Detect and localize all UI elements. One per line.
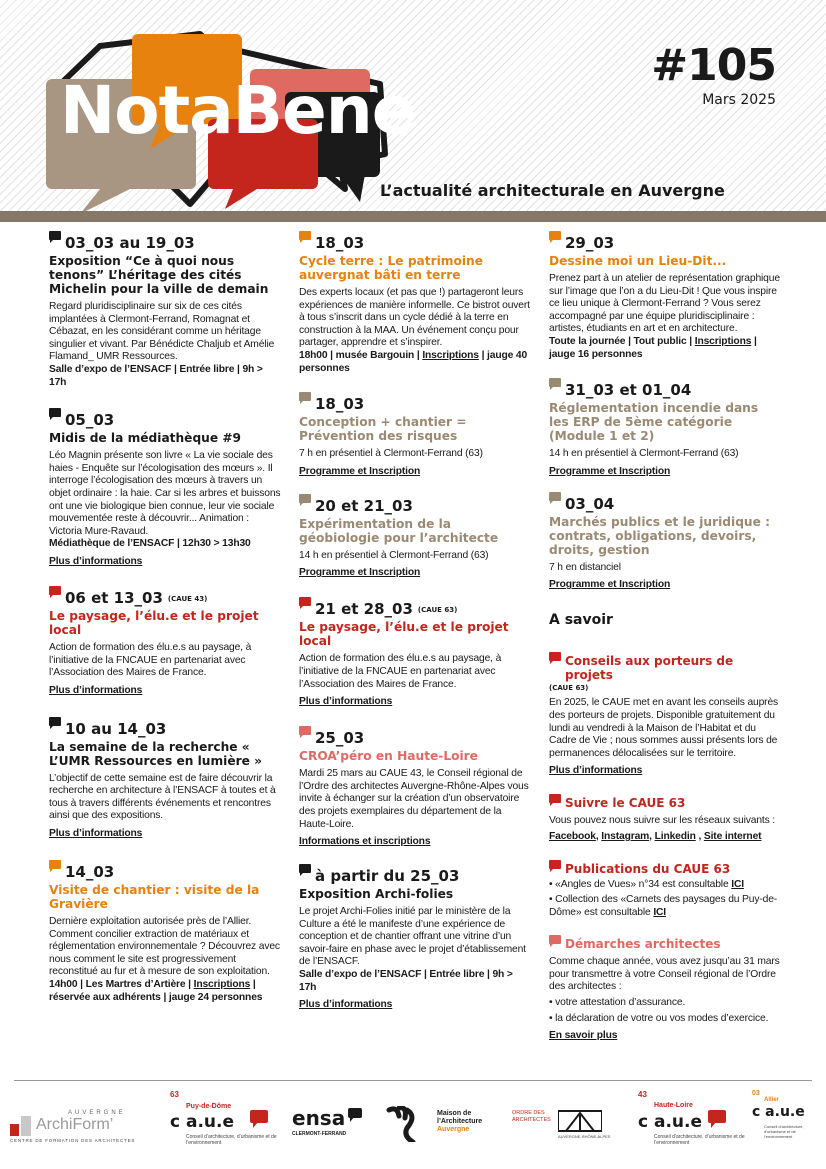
inscriptions-link[interactable]: Inscriptions <box>422 349 479 361</box>
section-title: Démarches architectes <box>565 937 721 952</box>
speech-bubble-icon <box>299 494 311 506</box>
event-visite-graviere <box>49 859 281 1004</box>
site-internet-link[interactable]: Site internet <box>703 830 762 842</box>
event-date: 06 et 13_03 <box>65 588 163 607</box>
speech-bubble-icon <box>299 726 311 738</box>
column-3 <box>549 230 781 1057</box>
header <box>0 0 826 222</box>
red-bubble-icon <box>250 1110 268 1128</box>
event-description: 7 h en présentiel à Clermont-Ferrand (63) <box>299 448 483 460</box>
speech-bubble-icon <box>549 378 561 390</box>
event-reglementation-incendie <box>549 377 781 479</box>
instagram-link[interactable]: Instagram <box>601 830 650 842</box>
event-description: Dernière exploitation autorisée près de l’Allier. Comment concilier extraction de matériaux et réglementation environnementale ? Découvrez avec nous comment le site est progressivement reconstitué au fur et à mesure de son exploitation. <box>49 916 280 978</box>
event-date: 03_04 <box>565 494 615 513</box>
tagline: L’actualité architecturale en Auvergne <box>380 181 725 200</box>
event-dessine-moi <box>549 230 781 361</box>
event-info: 18h00 | musée Bargouin | Inscriptions | jauge 40 personnes <box>299 349 528 374</box>
maison-architecture-mark-icon <box>385 1106 433 1142</box>
conseils-section <box>549 650 781 778</box>
speech-bubble-icon <box>49 231 61 243</box>
section-note: (CAUE 63) <box>549 684 589 693</box>
event-description: Mardi 25 mars au CAUE 43, le Conseil régional de l’Ordre des architectes Auvergne-Rhône-Alpes vous invite à échanger sur la création d’un observatoire des projets exemplaires du département de la Haute-Loire. <box>299 768 529 830</box>
programme-inscription-link[interactable]: Programme et Inscription <box>299 465 421 477</box>
ici-link[interactable]: ICI <box>653 906 667 918</box>
ordre-architectes-logo: ORDRE DES ARCHITECTES AUVERGNE-RHÔNE-ALPES <box>512 1110 611 1139</box>
event-title: Le paysage, l’élu.e et le projet local <box>299 620 509 649</box>
event-title: Réglementation incendie dans les ERP de 5ème catégorie (Module 1 et 2) <box>549 401 759 444</box>
event-description: 14 h en présentiel à Clermont-Ferrand (63) <box>299 549 489 561</box>
footer-rule <box>14 1080 812 1081</box>
event-info: Salle d’expo de l’ENSACF | Entrée libre | 9h > 17h <box>299 969 513 993</box>
event-semaine-recherche <box>49 716 281 841</box>
event-title: Exposition Archi-folies <box>299 887 454 902</box>
publication-item: • Collection des «Carnets des paysages du Puy-de-Dôme» est consultable ICI <box>549 894 778 918</box>
footer-logos <box>0 1090 826 1160</box>
speech-bubble-icon <box>299 597 311 609</box>
section-description: Vous pouvez nous suivre sur les réseaux suivants : <box>549 815 776 827</box>
speech-bubble-icon <box>49 408 61 420</box>
red-bubble-icon <box>708 1110 726 1128</box>
event-title: Conception + chantier = Prévention des risques <box>299 415 467 444</box>
column-1 <box>49 230 281 1016</box>
section-description: En 2025, le CAUE met en avant les conseils auprès des porteurs de projets. Disponible gratuitement du lundi au vendredi à la Maison de l’Habitat et du Cadre de Vie ; nous sommes aussi présents lors de permanences délocalisées sur le territoire. <box>549 697 779 759</box>
event-info: Toute la journée | Tout public | Inscriptions | jauge 16 personnes <box>549 335 757 360</box>
event-date: 21 et 28_03 <box>315 600 413 619</box>
event-geobiologie <box>299 493 531 581</box>
more-info-link[interactable]: Plus d’informations <box>299 696 393 708</box>
speech-bubble-icon <box>549 935 561 947</box>
event-title: Marchés publics et le juridique : contrats, obligations, devoirs, droits, gestion <box>549 514 770 557</box>
more-info-link[interactable]: Plus d’informations <box>49 555 143 567</box>
event-description: 7 h en distanciel <box>549 561 621 573</box>
event-description: Regard pluridisciplinaire sur six de ces cités implantées à Clermont-Ferrand, Romagnat et Cébazat, en les considérant comme un héritage singulier et vivant. Par Bénédicte Chaljub et Amélie Flamand_ UMR Ressources. <box>49 301 275 363</box>
event-description: Action de formation des élu.e.s au paysage, à l’initiative de la FNCAUE en partenariat avec l’Association des Maires de France. <box>49 641 252 679</box>
speech-bubble-icon <box>549 794 561 806</box>
informations-inscriptions-link[interactable]: Informations et inscriptions <box>299 836 431 848</box>
event-title: Midis de la médiathèque #9 <box>49 431 242 446</box>
facebook-link[interactable]: Facebook <box>549 830 596 842</box>
issue-number: #105 <box>651 40 776 91</box>
event-date-note: (CAUE 43) <box>167 594 208 603</box>
event-date-note: (CAUE 63) <box>417 606 458 615</box>
event-info: Médiathèque de l’ENSACF | 12h30 > 13h30 <box>49 538 251 550</box>
a-savoir-heading: A savoir <box>549 612 613 629</box>
event-date: 31_03 et 01_04 <box>565 381 692 400</box>
speech-bubble-icon <box>49 860 61 872</box>
event-title: CROA’péro en Haute-Loire <box>299 749 478 764</box>
maison-architecture-logo: Maison de l’Architecture Auvergne <box>385 1106 495 1146</box>
event-description: L’objectif de cette semaine est de faire découvrir la recherche en architecture à l’ENSACF à toutes et à tous à travers différents événements et rencontres ainsi que des expositions. <box>49 772 276 822</box>
event-description: Action de formation des élu.e.s au paysage, à l’initiative de la FNCAUE en partenariat avec l’Association des Maires de France. <box>299 653 502 690</box>
en-savoir-plus-link[interactable]: En savoir plus <box>549 1030 618 1042</box>
event-description: Des experts locaux (et pas que !) partageront leurs expériences de manière informelle. Ce bistrot ouvert à tous s’inscrit dans un cycle dédié à la terre en construction à la MAA. Un événement conçu pour partager, apprendre et s’inspirer. <box>299 287 530 349</box>
more-info-link[interactable]: Plus d’informations <box>549 765 643 777</box>
inscriptions-link[interactable]: Inscriptions <box>193 979 251 991</box>
event-title: Visite de chantier : visite de la Gravière <box>49 883 260 912</box>
event-date: 05_03 <box>65 411 115 430</box>
column-2 <box>299 230 531 1024</box>
event-date: 29_03 <box>565 234 615 252</box>
event-date: 10 au 14_03 <box>65 719 167 738</box>
programme-inscription-link[interactable]: Programme et Inscription <box>299 567 421 579</box>
speech-bubble-icon <box>299 231 311 243</box>
publication-item: • «Angles de Vues» n°34 est consultable ICI <box>549 878 744 890</box>
programme-inscription-link[interactable]: Programme et Inscription <box>549 579 671 591</box>
event-description: Prenez part à un atelier de représentation graphique sur l’image que l’on a du Lieu-Dit ! Que vous inspire ce lieu unique à Clermont-Ferrand ? Vous serez accompagné par une équipe pluridisciplinaire : artistes, étudiants en art et en architecture. <box>549 273 780 335</box>
speech-bubble-icon <box>549 231 561 243</box>
event-title: Dessine moi un Lieu-Dit... <box>549 254 727 268</box>
event-description: Léo Magnin présente son livre « La vie sociale des haies - Enquête sur l’écologisation des mœurs ». Il interroge l’écologisation des mœurs à travers un objet ordinaire : la haie. Car si les arbres et buissons ont une vie biologique bien connue, leur vie sociale mouvementée reste à découvrir... Animation : Victoria Mure-Ravaud. <box>49 450 281 537</box>
event-title: Expérimentation de la géobiologie pour l’architecte <box>299 516 499 545</box>
logo-wordmark: NotaBene <box>60 72 416 149</box>
event-paysage-elu-43 <box>49 585 281 698</box>
event-date: 20 et 21_03 <box>315 496 413 515</box>
event-description: Le projet Archi-Folies initié par le ministère de la Culture a été le manifeste d’une expérience de conception et de chantier offrant une vitrine d’un savoir-faire en phase avec le projet d’établissement de l’ENSACF. <box>299 906 526 968</box>
event-title: Le paysage, l’élu.e et le projet local <box>49 608 259 637</box>
more-info-link[interactable]: Plus d’informations <box>49 684 143 696</box>
event-prevention-risques <box>299 391 531 479</box>
event-midis-mediatheque <box>49 407 281 569</box>
more-info-link[interactable]: Plus d’informations <box>49 828 143 840</box>
speech-bubble-icon <box>549 652 561 664</box>
ordre-mark-icon <box>558 1110 602 1132</box>
speech-bubble-icon <box>549 492 561 504</box>
black-bubble-icon <box>348 1108 362 1122</box>
event-date: à partir du 25_03 <box>315 867 460 886</box>
event-title: Cycle terre : Le patrimoine auvergnat bâti en terre <box>299 254 483 282</box>
linkedin-link[interactable]: Linkedin <box>654 830 696 842</box>
programme-inscription-link[interactable]: Programme et Inscription <box>549 465 671 477</box>
event-date: 25_03 <box>315 729 365 748</box>
event-marches-publics <box>549 491 781 593</box>
section-description: Comme chaque année, vous avez jusqu’au 31 mars pour transmettre à votre Conseil régional de l’Ordre des architectes : <box>549 956 780 993</box>
event-cycle-terre <box>299 230 531 375</box>
demarches-section <box>549 933 781 1043</box>
bullet-item: • votre attestation d’assurance. <box>549 997 686 1009</box>
ici-link[interactable]: ICI <box>731 878 744 890</box>
header-rule <box>0 211 826 222</box>
ensa-logo: ensa CLERMONT-FERRAND <box>292 1106 372 1146</box>
event-archi-folies <box>299 863 531 1012</box>
event-date: 18_03 <box>315 234 365 252</box>
event-info: Salle d’expo de l’ENSACF | Entrée libre | 9h > 17h <box>49 363 263 388</box>
speech-bubble-icon <box>49 717 61 729</box>
suivre-section <box>549 792 781 843</box>
event-info: 14h00 | Les Martres d’Artière | Inscriptions | réservée aux adhérents | jauge 24 personnes <box>49 979 263 1003</box>
section-title: Conseils aux porteurs de projets <box>565 654 734 683</box>
event-paysage-elu-63 <box>299 596 531 709</box>
archiform-icon <box>10 1116 32 1136</box>
archiform-logo: AUVERGNE ArchiForm’ CENTRE DE FORMATION DES ARCHITECTES <box>10 1110 136 1143</box>
section-title: Publications du CAUE 63 <box>565 861 731 876</box>
event-date: 14_03 <box>65 863 115 882</box>
inscriptions-link[interactable]: Inscriptions <box>694 335 752 347</box>
speech-bubble-icon <box>549 860 561 872</box>
speech-bubble-icon <box>299 864 311 876</box>
speech-bubble-icon <box>49 586 61 598</box>
event-date: 18_03 <box>315 395 365 414</box>
event-date: 03_03 au 19_03 <box>65 234 195 252</box>
caue-63-logo: 63 Puy-de-Dôme c a.u.e Conseil d’architecture, d’urbanisme et de l’environnement <box>170 1090 277 1146</box>
caue-03-logo: 03 Allier c a.u.e Conseil d’architecture, d’urbanisme et de l’environnement <box>752 1090 805 1139</box>
more-info-link[interactable]: Plus d’informations <box>299 999 393 1011</box>
event-expo-michelin <box>49 230 281 389</box>
issue-date: Mars 2025 <box>702 92 776 108</box>
bullet-item: • la déclaration de votre ou vos modes d’exercice. <box>549 1012 769 1024</box>
event-croa-pero <box>299 725 531 849</box>
section-title: Suivre le CAUE 63 <box>565 796 686 811</box>
speech-bubble-icon <box>299 392 311 404</box>
social-links: Facebook, Instagram, Linkedin , Site internet <box>549 830 762 842</box>
event-title: La semaine de la recherche « L’UMR Ressources en lumière » <box>49 739 263 768</box>
publications-section <box>549 858 781 920</box>
caue-43-logo: 43 Haute-Loire c a.u.e Conseil d’architecture, d’urbanisme et de l’environnement <box>638 1090 745 1146</box>
event-title: Exposition “Ce à quoi nous tenons” L’héritage des cités Michelin pour la ville de demain <box>49 254 269 296</box>
event-description: 14 h en présentiel à Clermont-Ferrand (63) <box>549 448 739 460</box>
